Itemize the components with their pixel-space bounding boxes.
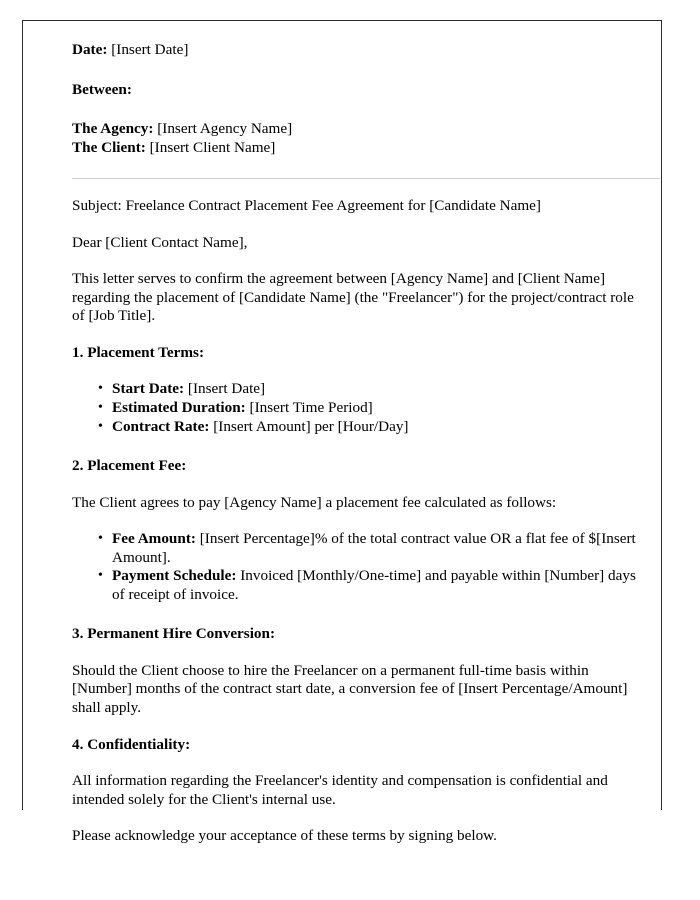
bullet-text: [Insert Amount] per [Hour/Day] — [209, 417, 409, 435]
bullet-label: Fee Amount: — [112, 530, 196, 548]
parties-block — [72, 120, 638, 157]
client-label: The Client: — [72, 138, 146, 156]
client-value: [Insert Client Name] — [149, 138, 276, 156]
document-body — [72, 41, 638, 846]
spacer — [72, 436, 638, 457]
spacer — [72, 99, 638, 120]
bullet-label: Contract Rate: — [112, 417, 210, 435]
section-2-heading: 2. Placement Fee: — [72, 457, 187, 475]
agency-label: The Agency: — [72, 120, 154, 138]
section-2-bullet-list — [72, 530, 638, 604]
spacer — [72, 754, 638, 772]
spacer — [72, 179, 638, 197]
list-item — [112, 399, 638, 418]
date-label: Date: — [72, 41, 108, 58]
client-line — [72, 139, 638, 158]
spacer — [72, 604, 638, 625]
section-3-heading: 3. Permanent Hire Conversion: — [72, 625, 276, 643]
date-line — [72, 41, 638, 60]
bullet-text: [Insert Time Period] — [245, 399, 373, 417]
salutation: Dear [Client Contact Name], — [72, 233, 248, 251]
bullet-text: [Insert Percentage]% of the total contract value OR a flat fee of $[Insert Amount]. — [112, 530, 636, 566]
date-value: [Insert Date] — [111, 41, 189, 58]
bullet-label: Payment Schedule: — [112, 567, 237, 585]
spacer — [72, 644, 638, 662]
section-1-bullet-list — [72, 380, 638, 436]
list-item — [112, 418, 638, 437]
spacer — [72, 718, 638, 736]
bullet-label: Estimated Duration: — [112, 399, 246, 417]
section-4-heading: 4. Confidentiality: — [72, 735, 191, 753]
spacer — [72, 512, 638, 530]
section-1-heading: 1. Placement Terms: — [72, 343, 205, 361]
spacer — [72, 476, 638, 494]
list-item — [112, 380, 638, 399]
section-3-body: Should the Client choose to hire the Freelancer on a permanent full-time basis within [Number] months of the contract start date, a conversion fee of [Insert Percentage/Amount] shall apply. — [72, 661, 628, 717]
agency-line — [72, 120, 638, 139]
document-page-frame — [22, 20, 662, 845]
spacer — [72, 362, 638, 380]
list-item — [112, 567, 638, 604]
list-item — [112, 530, 638, 567]
spacer — [72, 216, 638, 234]
spacer — [72, 60, 638, 81]
spacer — [72, 809, 638, 827]
spacer — [72, 252, 638, 270]
spacer — [72, 157, 638, 178]
bullet-text: [Insert Date] — [184, 380, 266, 398]
agency-value: [Insert Agency Name] — [157, 120, 293, 138]
bullet-label: Start Date: — [112, 380, 185, 398]
spacer — [72, 326, 638, 344]
section-4-body: All information regarding the Freelancer's identity and compensation is confidential and intended solely for the Client's internal use. — [72, 772, 608, 808]
bullet-text: Invoiced [Monthly/One-time] and payable within [Number] days of receipt of invoice. — [112, 567, 636, 603]
subject-line: Subject: Freelance Contract Placement Fee Agreement for [Candidate Name] — [72, 197, 541, 215]
between-label: Between: — [72, 80, 132, 98]
section-2-lead: The Client agrees to pay [Agency Name] a placement fee calculated as follows: — [72, 493, 557, 511]
intro-paragraph: This letter serves to confirm the agreement between [Agency Name] and [Client Name] regarding the placement of [Candidate Name] (the "Freelancer") for the project/contract role of [Job Title]. — [72, 270, 634, 325]
closing-paragraph: Please acknowledge your acceptance of these terms by signing below. — [72, 827, 497, 845]
